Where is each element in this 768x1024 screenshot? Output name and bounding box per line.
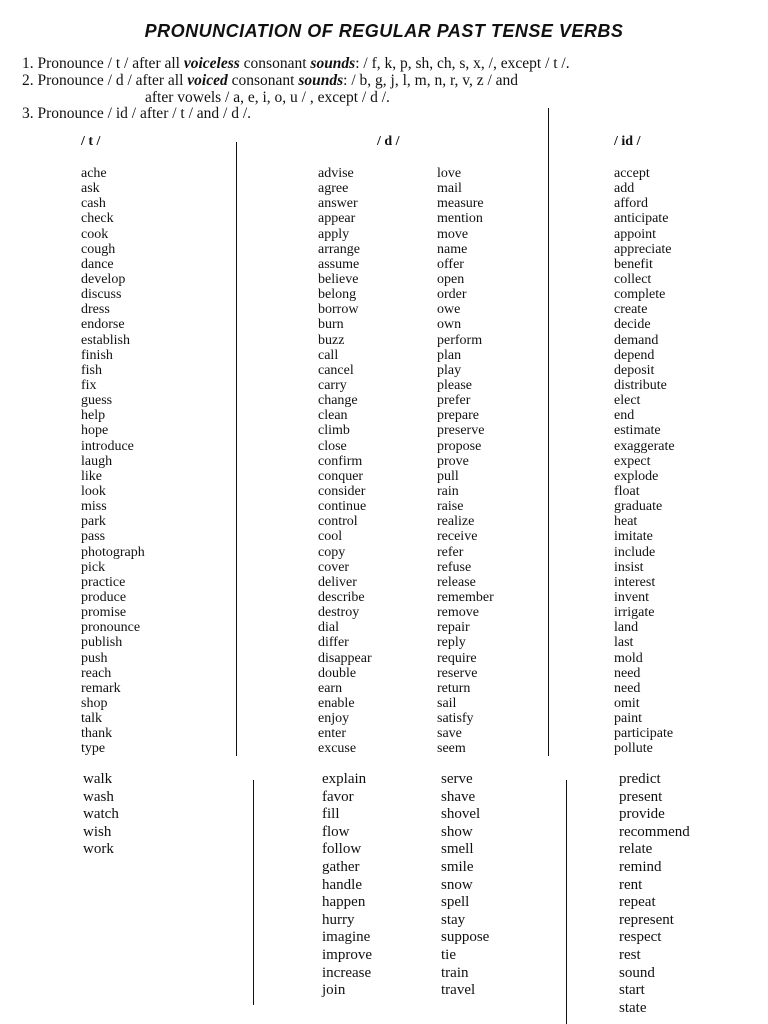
verb-list-item: improve xyxy=(322,946,372,963)
verb-list-item: represent xyxy=(619,911,674,928)
rule-3: 3. Pronounce / id / after / t / and / d /. xyxy=(22,105,252,122)
verb-list-item: reserve xyxy=(437,665,478,681)
verb-list-item: follow xyxy=(322,841,362,858)
verb-list-item: establish xyxy=(81,332,130,348)
verb-list-item: cook xyxy=(81,226,109,242)
verb-list-item: call xyxy=(318,347,339,363)
verb-list-item: differ xyxy=(318,635,349,651)
verb-list-item: present xyxy=(619,788,663,805)
rule-2-prefix: 2. Pronounce / d / after all xyxy=(22,72,188,89)
verb-list-item: burn xyxy=(318,317,344,333)
list-t-section1 xyxy=(81,166,145,756)
verb-list-item: state xyxy=(619,999,647,1016)
verb-list-item: save xyxy=(437,726,462,742)
verb-list-item: hurry xyxy=(322,911,355,928)
verb-list-item: provide xyxy=(619,806,665,823)
verb-list-item: wash xyxy=(83,788,114,805)
verb-list-item: rent xyxy=(619,876,643,893)
verb-list-item: confirm xyxy=(318,453,363,469)
verb-list-item: prefer xyxy=(437,393,471,409)
verb-list-item: miss xyxy=(81,499,107,515)
verb-list-item: smell xyxy=(441,841,474,858)
verb-list-item: last xyxy=(614,635,634,651)
verb-list-item: snow xyxy=(441,876,473,893)
verb-list-item: collect xyxy=(614,271,652,287)
verb-list-item: control xyxy=(318,514,358,530)
verb-list-item: develop xyxy=(81,271,126,287)
verb-list-item: pronounce xyxy=(81,620,141,636)
verb-list-item: mold xyxy=(614,650,643,666)
verb-list-item: appoint xyxy=(614,226,656,242)
rule-2-emphasis-voiced: voiced xyxy=(187,72,228,89)
verb-list-item: seem xyxy=(437,741,466,757)
verb-list-item: increase xyxy=(322,964,372,981)
verb-list-item: benefit xyxy=(614,256,653,272)
verb-list-item: laugh xyxy=(81,453,113,469)
verb-list-item: plan xyxy=(437,347,462,363)
verb-list-item: receive xyxy=(437,529,478,545)
verb-list-item: raise xyxy=(437,499,464,515)
verb-list-item: suppose xyxy=(441,929,490,946)
verb-list-item: reach xyxy=(81,665,112,681)
verb-list-item: gather xyxy=(322,858,360,875)
divider-top-right xyxy=(548,108,549,756)
divider-bottom-right xyxy=(566,780,567,1024)
verb-list-item: move xyxy=(437,226,469,242)
verb-list-item: predict xyxy=(619,771,661,787)
verb-list-item: excuse xyxy=(318,741,357,757)
list-id-section2 xyxy=(619,771,690,1017)
verb-list-item: omit xyxy=(614,695,640,711)
verb-list-item: open xyxy=(437,271,465,287)
verb-list-item: describe xyxy=(318,589,365,605)
verb-list-item: expect xyxy=(614,453,651,469)
verb-list-item: release xyxy=(437,574,476,590)
verb-list-item: ache xyxy=(81,166,107,181)
verb-list-item: appreciate xyxy=(614,241,672,257)
verb-list-item: pollute xyxy=(614,741,653,757)
list-id-section1 xyxy=(614,166,675,756)
verb-list-item: smile xyxy=(441,858,474,875)
verb-list-item: fish xyxy=(81,362,102,378)
list-d-section1-a xyxy=(318,166,372,756)
verb-list-item: float xyxy=(614,483,640,499)
verb-list-item: wish xyxy=(83,823,112,840)
verb-list-item: watch xyxy=(83,806,119,823)
verb-list-item: clean xyxy=(318,408,348,424)
verb-list-item: love xyxy=(437,166,462,181)
verb-list-item: accept xyxy=(614,166,650,181)
verb-list-item: depend xyxy=(614,347,655,363)
verb-list-item: respect xyxy=(619,929,662,946)
verb-list-item: travel xyxy=(441,982,476,999)
verb-list-item: park xyxy=(81,514,106,530)
verb-list-item: happen xyxy=(322,894,366,911)
verb-list-item: need xyxy=(614,665,641,681)
verb-list-item: type xyxy=(81,741,106,757)
verb-list-item: sound xyxy=(619,964,655,981)
verb-list-item: prove xyxy=(437,453,469,469)
verb-list-item: require xyxy=(437,650,477,666)
verb-list-item: propose xyxy=(437,438,482,454)
verb-list-item: check xyxy=(81,211,114,227)
verb-list-item: photograph xyxy=(81,544,145,560)
verb-list-item: return xyxy=(437,680,471,696)
verb-list-item: deliver xyxy=(318,574,357,590)
verb-list-item: start xyxy=(619,982,645,999)
verb-list-item: publish xyxy=(81,635,123,651)
verb-list-item: add xyxy=(614,181,635,197)
verb-list-item: complete xyxy=(614,287,666,303)
verb-list-item: push xyxy=(81,650,108,666)
verb-list-item: explode xyxy=(614,468,659,484)
verb-list-item: measure xyxy=(437,196,484,212)
verb-list-item: spell xyxy=(441,894,470,911)
verb-list-item: owe xyxy=(437,302,461,318)
verb-list-item: create xyxy=(614,302,648,318)
verb-list-item: double xyxy=(318,665,357,681)
rule-1-mid: consonant xyxy=(239,55,311,72)
verb-list-item: rain xyxy=(437,483,459,499)
verb-list-item: relate xyxy=(619,841,653,858)
verb-list-item: estimate xyxy=(614,423,661,439)
list-d-section1-b xyxy=(437,166,494,756)
verb-list-item: apply xyxy=(318,226,350,242)
verb-list-item: satisfy xyxy=(437,711,474,727)
verb-list-item: remove xyxy=(437,605,479,621)
verb-list-item: imagine xyxy=(322,929,371,946)
verb-list-item: cough xyxy=(81,241,116,257)
verb-list-item: order xyxy=(437,287,467,303)
verb-list-item: afford xyxy=(614,196,648,212)
verb-list-item: cover xyxy=(318,559,350,575)
verb-list-item: finish xyxy=(81,347,113,363)
verb-list-item: produce xyxy=(81,589,127,605)
verb-list-item: practice xyxy=(81,574,126,590)
verb-list-item: elect xyxy=(614,393,641,409)
verb-list-item: shovel xyxy=(441,806,481,823)
verb-list-item: promise xyxy=(81,605,127,621)
verb-list-item: serve xyxy=(441,771,473,787)
verb-list-item: borrow xyxy=(318,302,359,318)
verb-list-item: demand xyxy=(614,332,659,348)
verb-list-item: refuse xyxy=(437,559,472,575)
verb-list-item: enable xyxy=(318,695,355,711)
verb-list-item: carry xyxy=(318,377,347,393)
divider-bottom-left xyxy=(253,780,254,1005)
verb-list-item: decide xyxy=(614,317,651,333)
verb-list-item: repair xyxy=(437,620,470,636)
rule-1-prefix: 1. Pronounce / t / after all xyxy=(22,55,184,72)
verb-list-item: mention xyxy=(437,211,483,227)
verb-list-item: conquer xyxy=(318,468,364,484)
verb-list-item: dress xyxy=(81,302,110,318)
verb-list-item: copy xyxy=(318,544,346,560)
verb-list-item: pick xyxy=(81,559,106,575)
verb-list-item: participate xyxy=(614,726,674,742)
verb-list-item: anticipate xyxy=(614,211,669,227)
verb-list-item: include xyxy=(614,544,656,560)
verb-list-item: guess xyxy=(81,393,113,409)
verb-list-item: discuss xyxy=(81,287,122,303)
verb-list-item: thank xyxy=(81,726,113,742)
verb-list-item: arrange xyxy=(318,241,360,257)
list-d-section2-b xyxy=(441,771,489,1000)
verb-list-item: favor xyxy=(322,788,354,805)
verb-list-item: shave xyxy=(441,788,476,805)
verb-list-item: distribute xyxy=(614,377,667,393)
page-title: PRONUNCIATION OF REGULAR PAST TENSE VERBS xyxy=(144,21,624,41)
verb-list-item: refer xyxy=(437,544,464,560)
verb-list-item: end xyxy=(614,408,635,424)
verb-list-item: introduce xyxy=(81,438,134,454)
verb-list-item: appear xyxy=(318,211,356,227)
verb-list-item: name xyxy=(437,241,468,257)
verb-list-item: buzz xyxy=(318,332,345,348)
verb-list-item: show xyxy=(441,823,473,840)
verb-list-item: enjoy xyxy=(318,711,350,727)
verb-list-item: perform xyxy=(437,332,483,348)
verb-list-item: endorse xyxy=(81,317,125,333)
verb-list-item: destroy xyxy=(318,605,360,621)
verb-list-item: hope xyxy=(81,423,109,439)
verb-list-item: cash xyxy=(81,196,106,212)
verb-list-item: ask xyxy=(81,181,100,197)
verb-list-item: talk xyxy=(81,711,102,727)
verb-list-item: agree xyxy=(318,181,349,197)
verb-list-item: remember xyxy=(437,589,494,605)
rule-1 xyxy=(22,55,570,73)
verb-list-item: cancel xyxy=(318,362,354,378)
header-t: / t / xyxy=(81,134,101,149)
verb-list-item: work xyxy=(83,841,114,858)
verb-list-item: fix xyxy=(81,377,97,393)
verb-list-item: sail xyxy=(437,695,457,711)
verb-list-item: flow xyxy=(322,823,350,840)
rule-2-continuation: after vowels / a, e, i, o, u / , except / d /. xyxy=(145,89,390,106)
verb-list-item: pass xyxy=(81,529,106,545)
verb-list-item: repeat xyxy=(619,894,656,911)
verb-list-item: look xyxy=(81,483,106,499)
verb-list-item: handle xyxy=(322,876,362,893)
rule-2-mid: consonant xyxy=(227,72,299,89)
verb-list-item: dance xyxy=(81,256,114,272)
verb-list-item: close xyxy=(318,438,347,454)
verb-list-item: interest xyxy=(614,574,656,590)
verb-list-item: please xyxy=(437,377,472,393)
verb-list-item: insist xyxy=(614,559,644,575)
verb-list-item: climb xyxy=(318,423,350,439)
verb-list-item: preserve xyxy=(437,423,485,439)
verb-list-item: remind xyxy=(619,858,662,875)
rule-2-emphasis-sounds: sounds xyxy=(298,72,344,89)
verb-list-item: mail xyxy=(437,181,462,197)
verb-list-item: answer xyxy=(318,196,358,212)
verb-list-item: train xyxy=(441,964,469,981)
verb-list-item: believe xyxy=(318,271,359,287)
verb-list-item: cool xyxy=(318,529,343,545)
verb-list-item: help xyxy=(81,408,106,424)
verb-list-item: recommend xyxy=(619,823,690,840)
verb-list-item: stay xyxy=(441,911,466,928)
verb-list-item: exaggerate xyxy=(614,438,675,454)
verb-list-item: tie xyxy=(441,946,456,963)
verb-list-item: fill xyxy=(322,806,340,823)
verb-list-item: change xyxy=(318,393,358,409)
verb-list-item: need xyxy=(614,680,641,696)
verb-list-item: own xyxy=(437,317,462,333)
verb-list-item: belong xyxy=(318,287,357,303)
rule-1-emphasis-sounds: sounds xyxy=(310,55,356,72)
verb-list-item: play xyxy=(437,362,462,378)
list-t-section2 xyxy=(83,771,119,859)
verb-list-item: disappear xyxy=(318,650,372,666)
verb-list-item: invent xyxy=(614,589,649,605)
verb-list-item: rest xyxy=(619,946,641,963)
verb-list-item: reply xyxy=(437,635,466,651)
verb-list-item: imitate xyxy=(614,529,653,545)
verb-list-item: pull xyxy=(437,468,459,484)
rule-2-suffix: : / b, g, j, l, m, n, r, v, z / and xyxy=(343,72,519,89)
rule-2 xyxy=(22,72,518,90)
header-d: / d / xyxy=(377,134,400,149)
list-d-section2-a xyxy=(322,771,372,1000)
verb-list-item: realize xyxy=(437,514,475,530)
verb-list-item: explain xyxy=(322,771,367,787)
verb-list-item: continue xyxy=(318,499,367,515)
verb-list-item: remark xyxy=(81,680,121,696)
header-id: / id / xyxy=(614,134,641,149)
rule-1-emphasis-voiceless: voiceless xyxy=(183,55,240,72)
verb-list-item: heat xyxy=(614,514,638,530)
verb-list-item: deposit xyxy=(614,362,655,378)
verb-list-item: walk xyxy=(83,771,113,787)
verb-list-item: enter xyxy=(318,726,346,742)
verb-list-item: prepare xyxy=(437,408,479,424)
verb-list-item: dial xyxy=(318,620,339,636)
verb-list-item: earn xyxy=(318,680,343,696)
rule-1-suffix: : / f, k, p, sh, ch, s, x, /, except / t /. xyxy=(355,55,570,72)
verb-list-item: offer xyxy=(437,256,464,272)
verb-list-item: paint xyxy=(614,711,642,727)
verb-list-item: consider xyxy=(318,483,366,499)
verb-list-item: land xyxy=(614,620,639,636)
verb-list-item: shop xyxy=(81,695,108,711)
verb-list-item: advise xyxy=(318,166,354,181)
verb-list-item: graduate xyxy=(614,499,663,515)
divider-top-left xyxy=(236,142,237,756)
verb-list-item: assume xyxy=(318,256,360,272)
verb-list-item: like xyxy=(81,468,102,484)
verb-list-item: irrigate xyxy=(614,605,655,621)
verb-list-item: join xyxy=(322,982,346,999)
